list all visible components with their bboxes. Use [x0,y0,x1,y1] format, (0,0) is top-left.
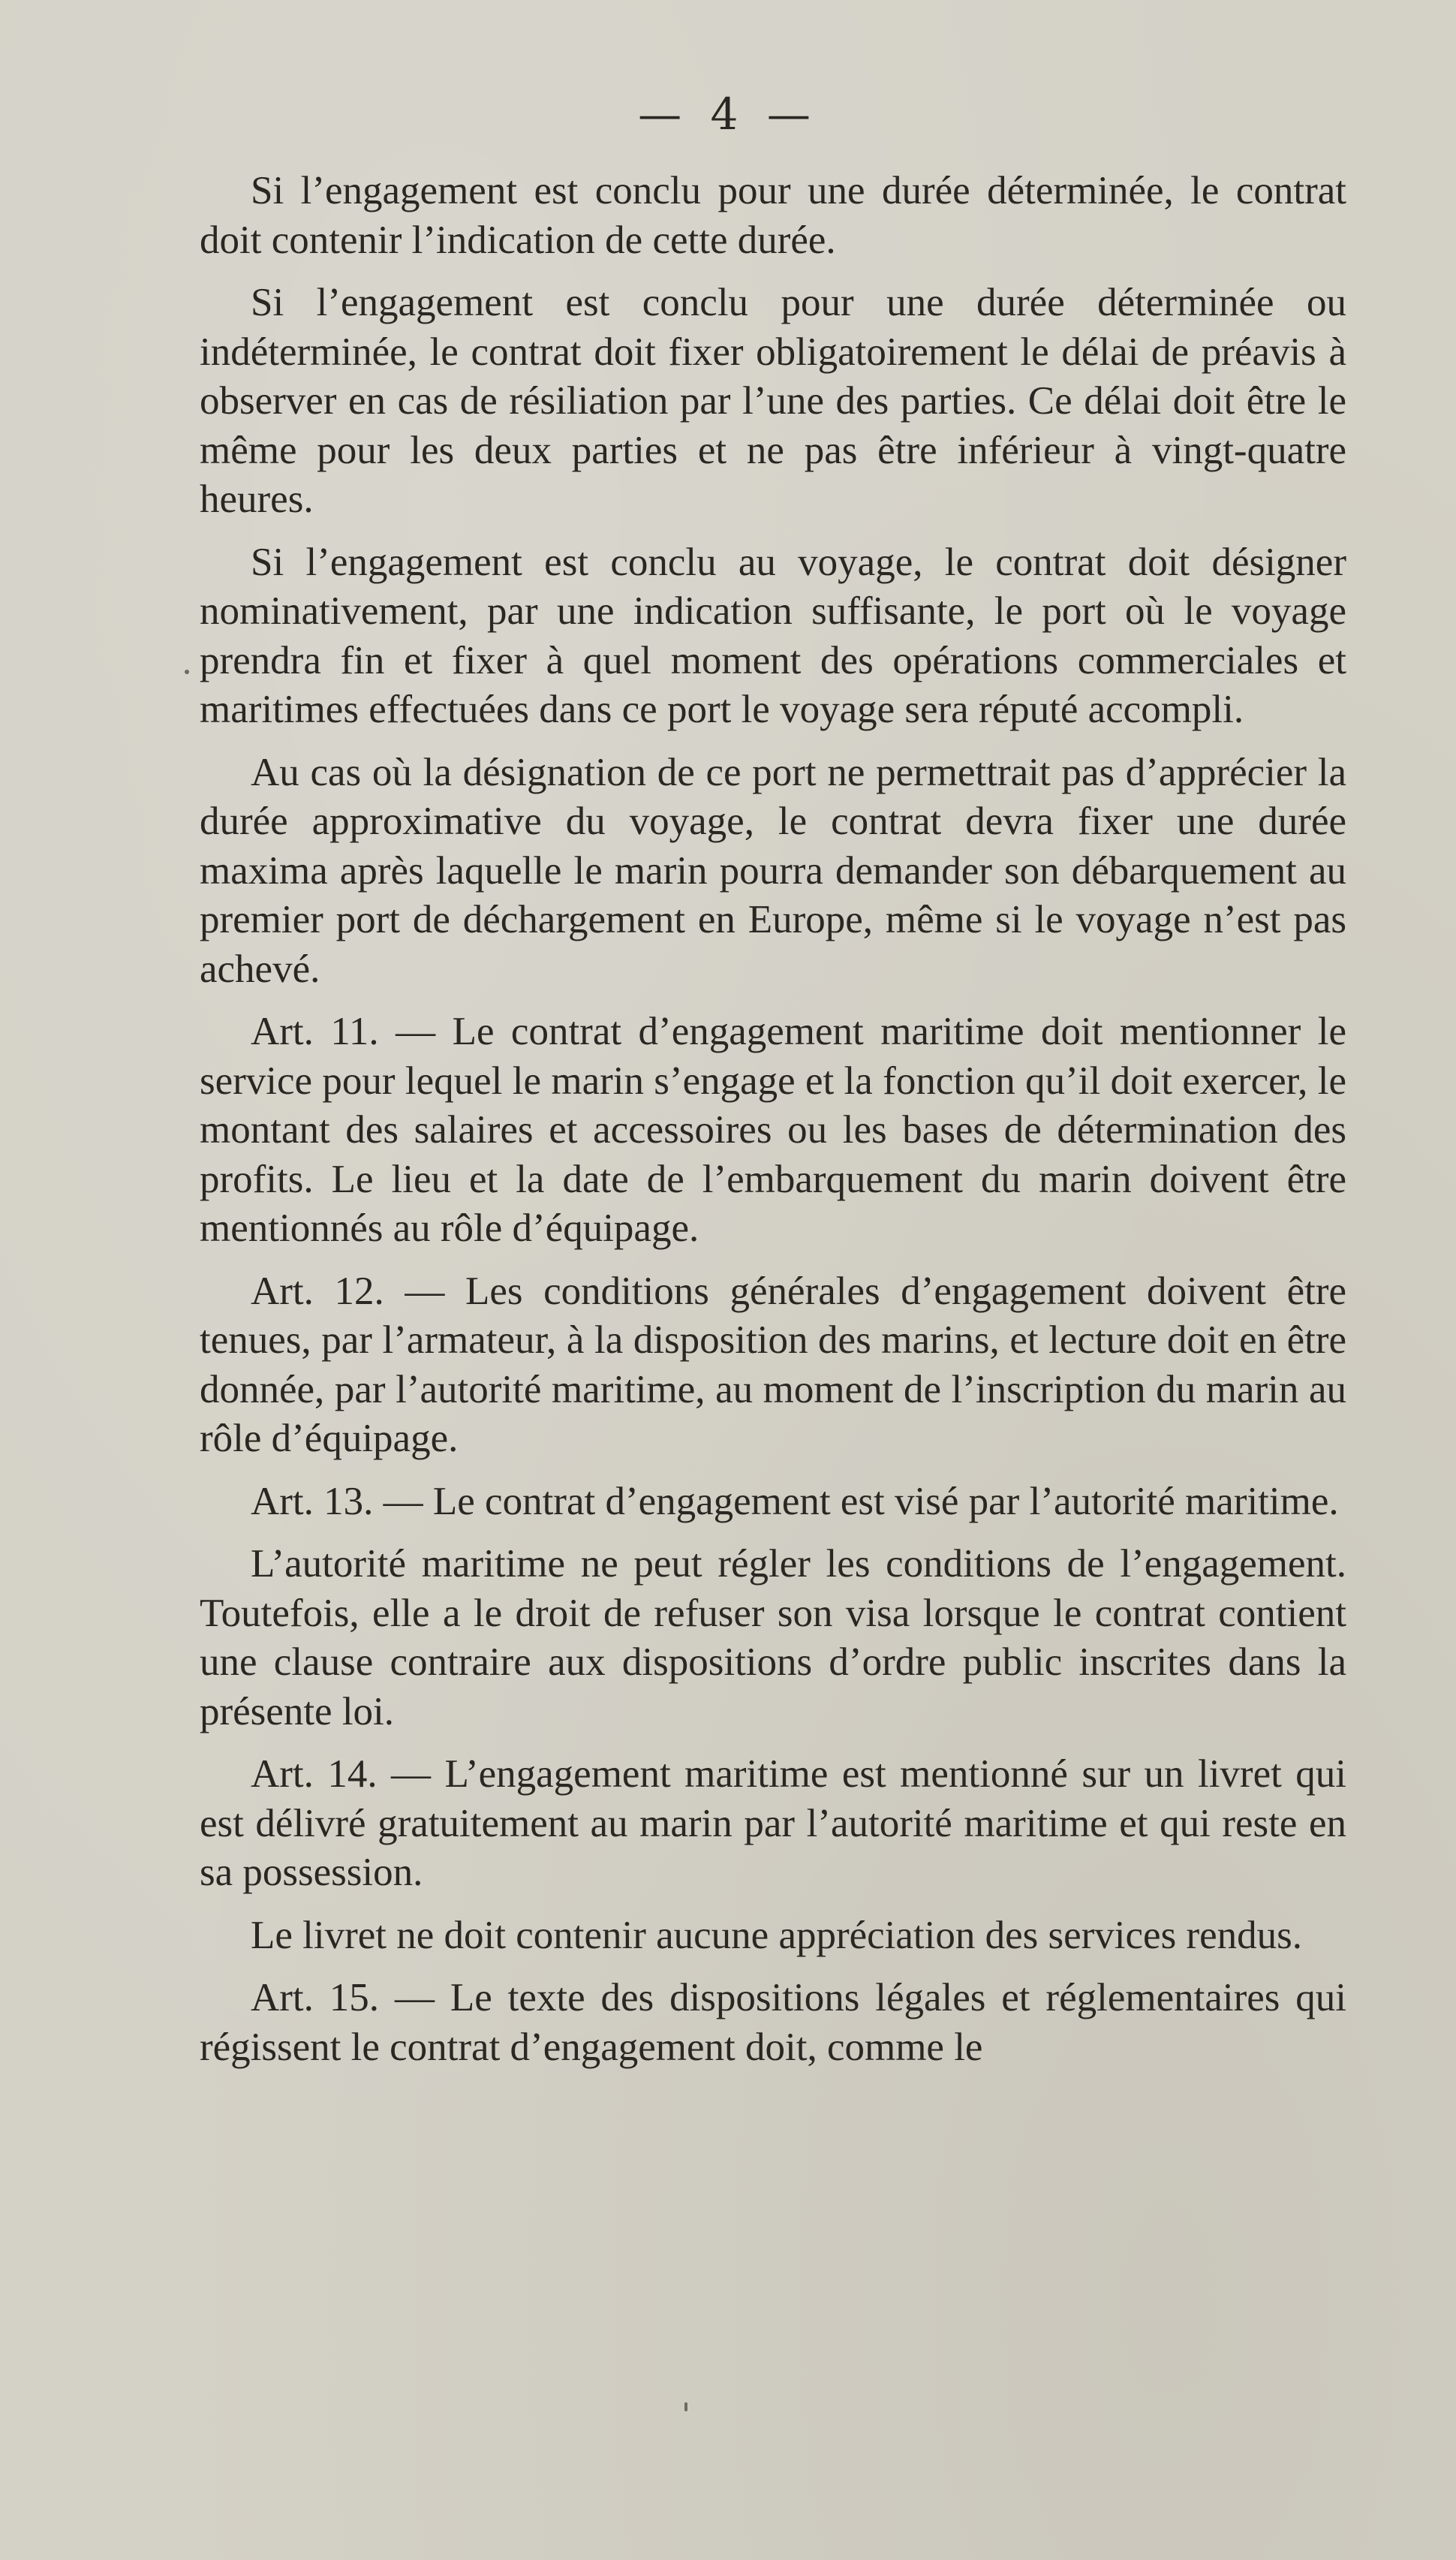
paragraph-4: Au cas où la désignation de ce port ne permettrait pas d’apprécier la durée approximative du voyage, le contrat devra fixer une durée maxima après laquelle le marin pourra demander son débarquement au premier port de déchargement en Europe, même si le voyage n’est pas achevé. [200,750,1346,991]
article-12: Art. 12. — Les conditions générales d’engagement doivent être tenues, par l’armateur, à la disposition des marins, et lecture doit en être donnée, par l’autorité maritime, au moment de l’inscription du marin au rôle d’équipage. [200,1269,1346,1460]
paragraph-2: Si l’engagement est conclu pour une durée déterminée ou indéterminée, le contrat doit fixer obligatoirement le délai de préavis à observer en cas de résiliation par l’une des parties. Ce délai doit être le même pour les deux parties et ne pas être inférieur à vingt-quatre heures. [200,281,1346,521]
paper-speck [185,670,189,674]
paragraph-8: L’autorité maritime ne peut régler les conditions de l’engagement. Toutefois, elle a le droit de refuser son visa lorsque le contrat contient une clause contraire aux dispositions d’ordre public inscrites dans la présente loi. [200,1542,1346,1733]
paragraph-1: Si l’engagement est conclu pour une durée déterminée, le contrat doit contenir l’indication de cette durée. [200,169,1346,262]
page-number: — 4 — [638,89,818,140]
paragraph-3: Si l’engagement est conclu au voyage, le contrat doit désigner nominativement, par une indication suffisante, le port où le voyage prendra fin et fixer à quel moment des opérations commerciales et maritimes effectuées dans ce port le voyage sera réputé accompli. [200,540,1346,731]
article-14: Art. 14. — L’engagement maritime est mentionné sur un livret qui est délivré gratuitement au marin par l’autorité maritime et qui reste en sa possession. [200,1752,1346,1894]
body-text [200,167,1346,2086]
article-11: Art. 11. — Le contrat d’engagement maritime doit mentionner le service pour lequel le marin s’engage et la fonction qu’il doit exercer, le montant des salaires et accessoires ou les bases de détermination des profits. Le lieu et la date de l’embarquement du marin doivent être mentionnés au rôle d’équipage. [200,1010,1346,1250]
paper-speck [684,2402,687,2411]
paragraph-10: Le livret ne doit contenir aucune appréciation des services rendus. [251,1913,1303,1957]
article-13: Art. 13. — Le contrat d’engagement est visé par l’autorité maritime. [251,1479,1339,1523]
article-15: Art. 15. — Le texte des dispositions légales et réglementaires qui régissent le contrat d’engagement doit, comme le [200,1976,1346,2069]
